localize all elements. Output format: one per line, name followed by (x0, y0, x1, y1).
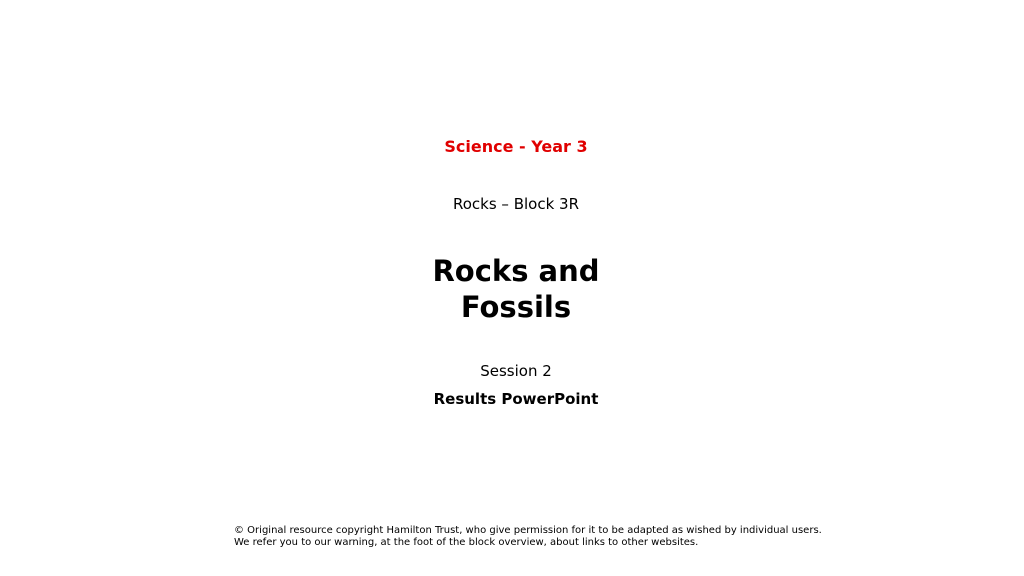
page-title (0, 253, 1024, 325)
subject-heading: Science - Year 3 (444, 137, 588, 156)
footer-line-1: © Original resource copyright Hamilton Trust, who give permission for it to be adapted as wished by individual users. (234, 525, 822, 536)
title-line-2: Fossils (460, 290, 572, 324)
resource-label: Results PowerPoint (433, 390, 599, 408)
copyright-footer (234, 525, 822, 549)
footer-line-2: We refer you to our warning, at the foot of the block overview, about links to other websites. (234, 537, 699, 548)
session-label: Session 2 (480, 362, 552, 380)
block-label: Rocks – Block 3R (452, 195, 579, 213)
title-line-1: Rocks and (432, 254, 600, 288)
